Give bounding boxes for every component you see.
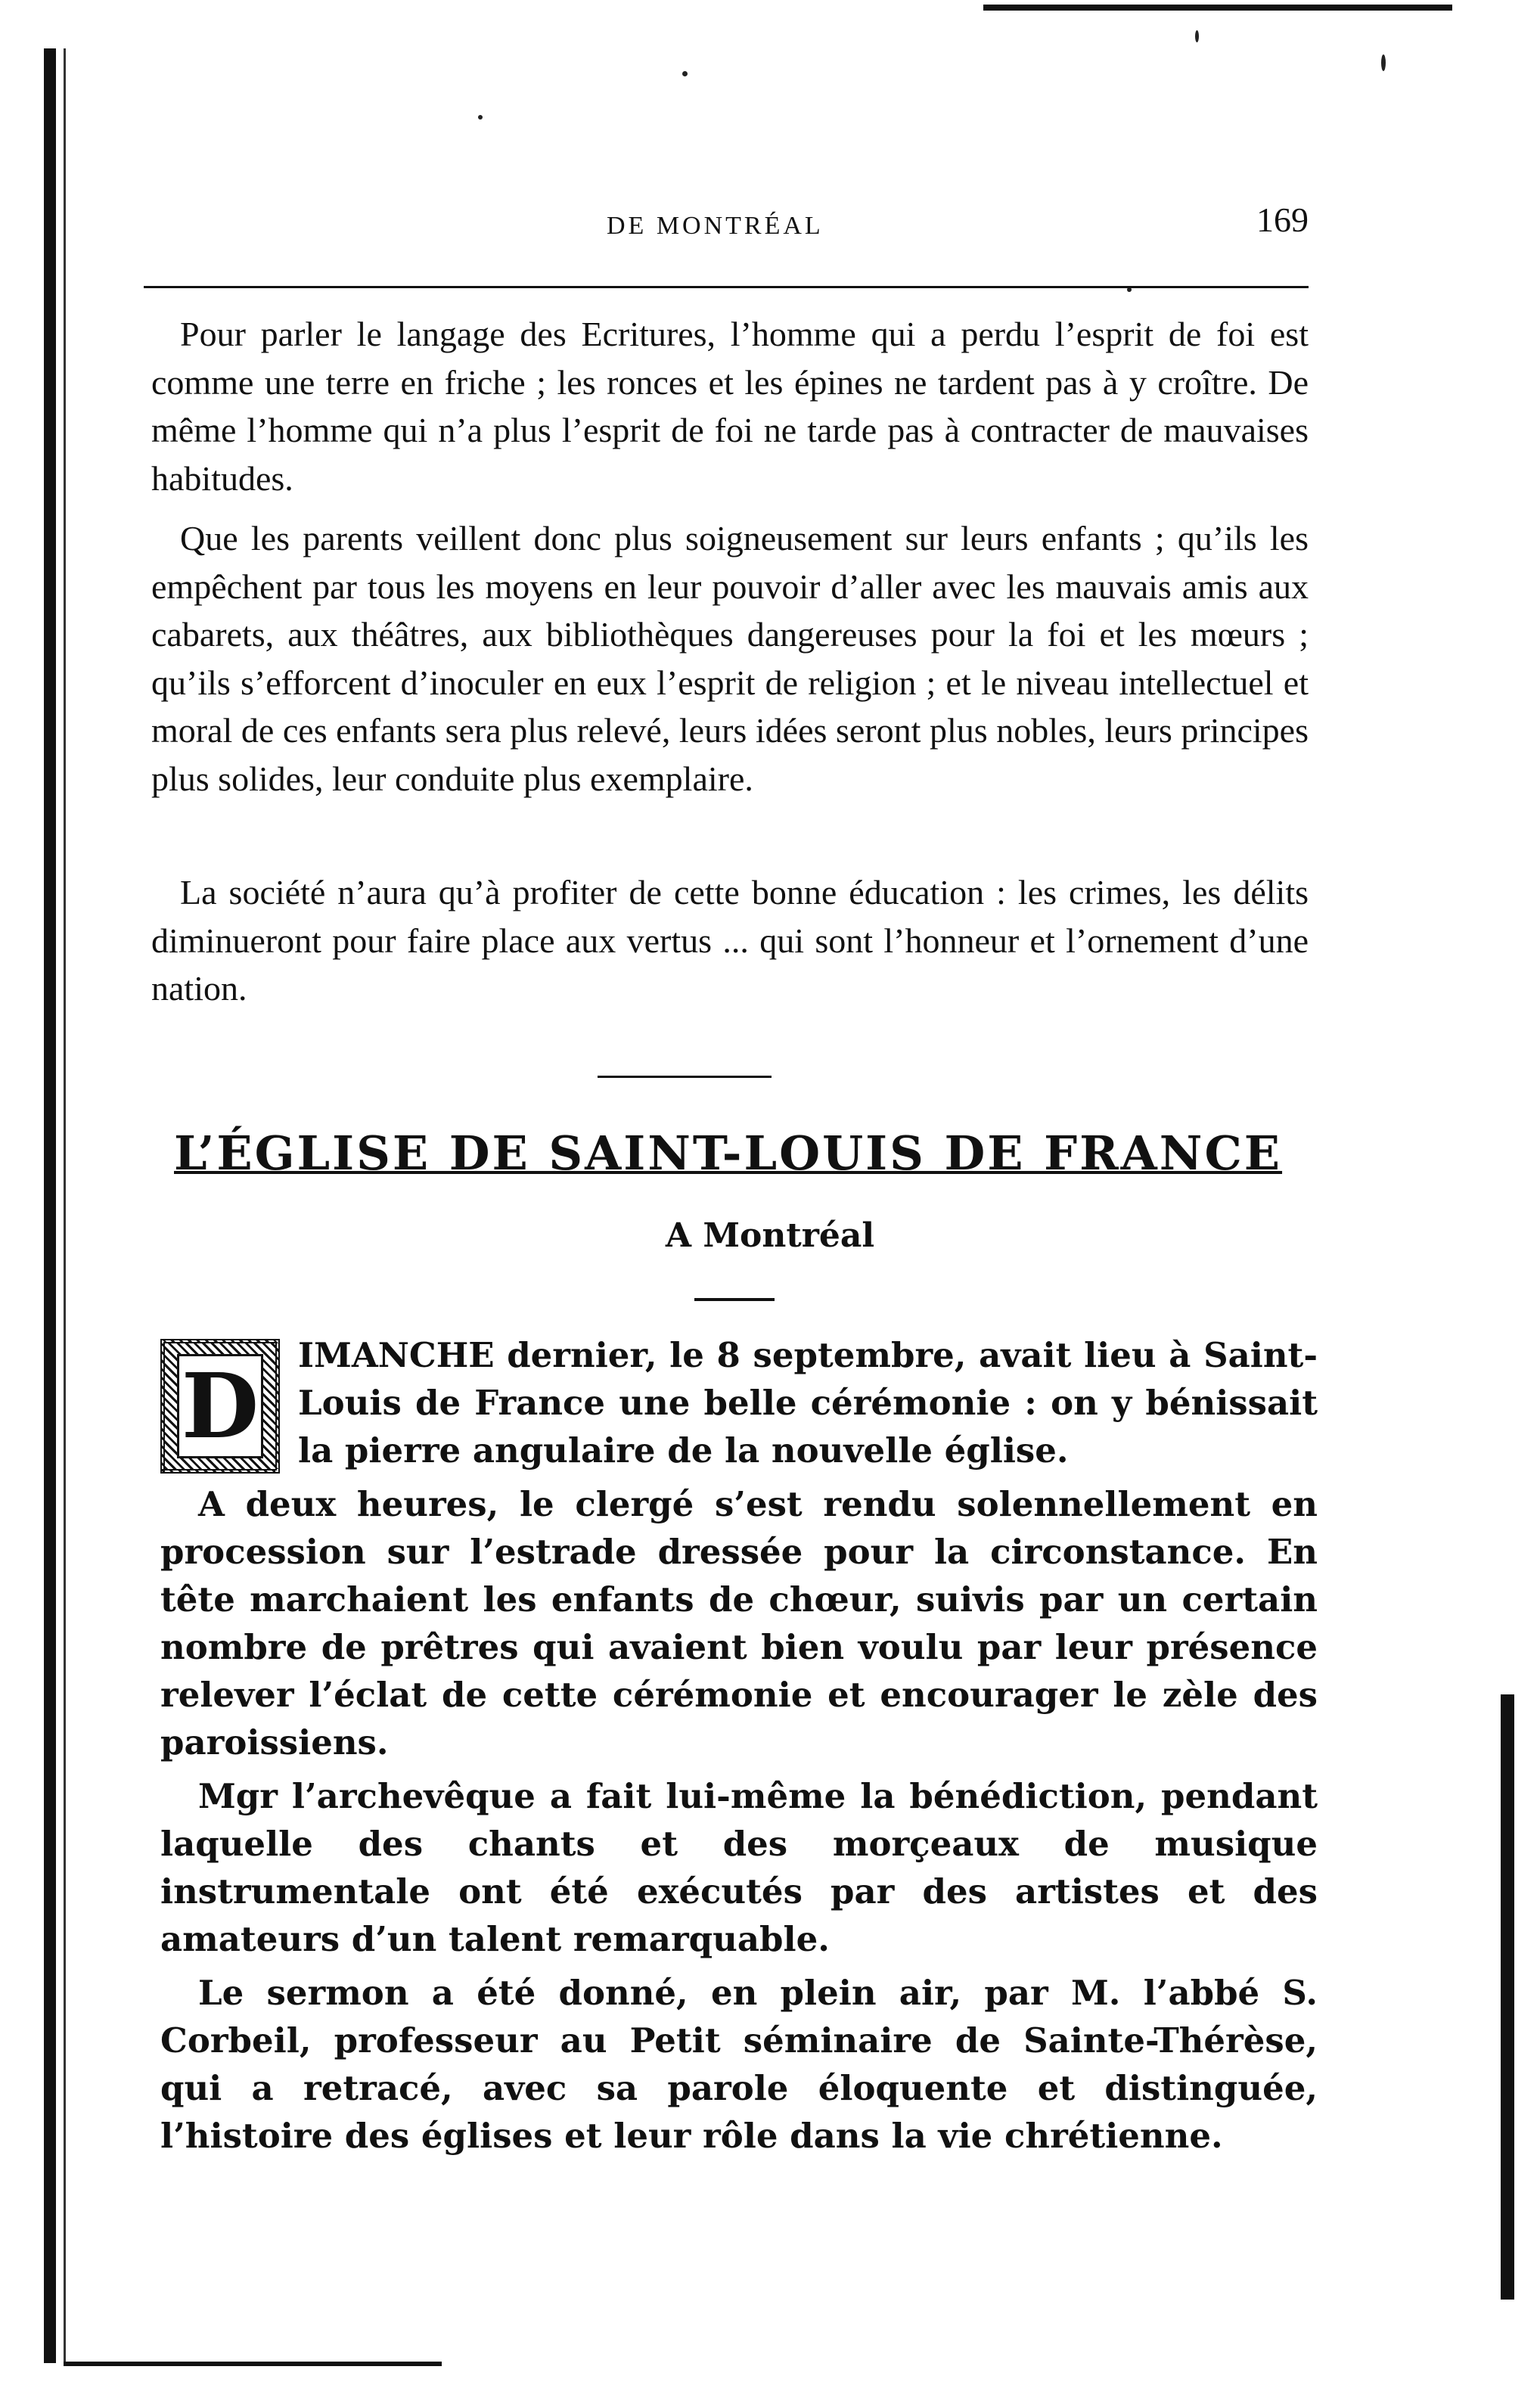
article-paragraph: Mgr l’archevêque a fait lui-même la bénédiction, pendant laquelle des chants et des morçeaux de musique instrumentale ont été exécutés par des artistes et des amateurs d’un talent remarquable. (160, 1776, 1318, 1959)
article-paragraph: A deux heures, le clergé s’est rendu solennellement en procession sur l’estrade dressée pour la circonstance. En tête marchaient les enfants de chœur, suivis par un certain nombre de prêtres qui avaient bien voulu par leur présence relever l’éclat de cette cérémonie et encourager le zèle des paroissiens. (160, 1484, 1318, 1762)
section-subtitle: A Montréal (665, 1216, 875, 1255)
article-body (160, 1331, 1318, 2166)
scan-top-rule (983, 5, 1452, 11)
body-paragraph (151, 310, 1309, 502)
section-title: L’ÉGLISE DE SAINT-LOUIS DE FRANCE (174, 1126, 1283, 1181)
scan-speck (1195, 30, 1199, 42)
page-header (144, 200, 1309, 245)
first-paragraph-text: IMANCHE dernier, le 8 septembre, avait lieu à Saint-Louis de France une belle cérémonie : on y bénissait la pierre angulaire de la nouvelle église. (298, 1335, 1318, 1471)
scan-speck (478, 115, 483, 120)
scan-speck (682, 71, 688, 76)
paragraph-text: Que les parents veillent donc plus soigneusement sur leurs enfants ; qu’ils les empêchent par tous les moyens en leur pouvoir d’aller avec les mauvais amis aux cabarets, aux théâtres, aux bibliothèques dangereuses pour la foi et les mœurs ; qu’ils s’efforcent d’inoculer en eux l’esprit de religion ; et le niveau intellectuel et moral de ces enfants sera plus relevé, leurs idées seront plus nobles, leurs principes plus solides, leur conduite plus exemplaire. (151, 519, 1309, 798)
article-first-paragraph (160, 1331, 1318, 1474)
scan-left-edge (44, 48, 56, 2363)
paragraph-text: Pour parler le langage des Ecritures, l’homme qui a perdu l’esprit de foi est comme une terre en friche ; les ronces et les épines ne tardent pas à y croître. De même l’homme qui n’a plus l’esprit de foi ne tarde pas à contracter de mauvaises habitudes. (151, 315, 1309, 498)
subtitle-rule (694, 1298, 775, 1301)
scan-right-edge (1501, 1694, 1514, 2300)
section-separator (598, 1076, 772, 1078)
page-number: 169 (1256, 200, 1309, 239)
scan-bottom-edge (64, 2362, 442, 2366)
body-paragraph (151, 514, 1309, 803)
drop-cap-ornament (160, 1339, 280, 1474)
header-rule (144, 286, 1309, 288)
body-paragraph (151, 868, 1309, 1013)
running-head: DE MONTRÉAL (607, 212, 824, 240)
drop-cap-letter: D (177, 1354, 263, 1458)
paragraph-text: La société n’aura qu’à profiter de cette bonne éducation : les crimes, les délits diminueront pour faire place aux vertus ... qui sont l’honneur et l’ornement d’une nation. (151, 873, 1309, 1008)
scan-speck (1381, 54, 1386, 71)
scan-left-edge-line (64, 48, 66, 2363)
article-paragraph: Le sermon a été donné, en plein air, par M. l’abbé S. Corbeil, professeur au Petit séminaire de Sainte-Thérèse, qui a retracé, avec sa parole éloquente et distinguée, l’histoire des églises et leur rôle dans la vie chrétienne. (160, 1973, 1318, 2156)
